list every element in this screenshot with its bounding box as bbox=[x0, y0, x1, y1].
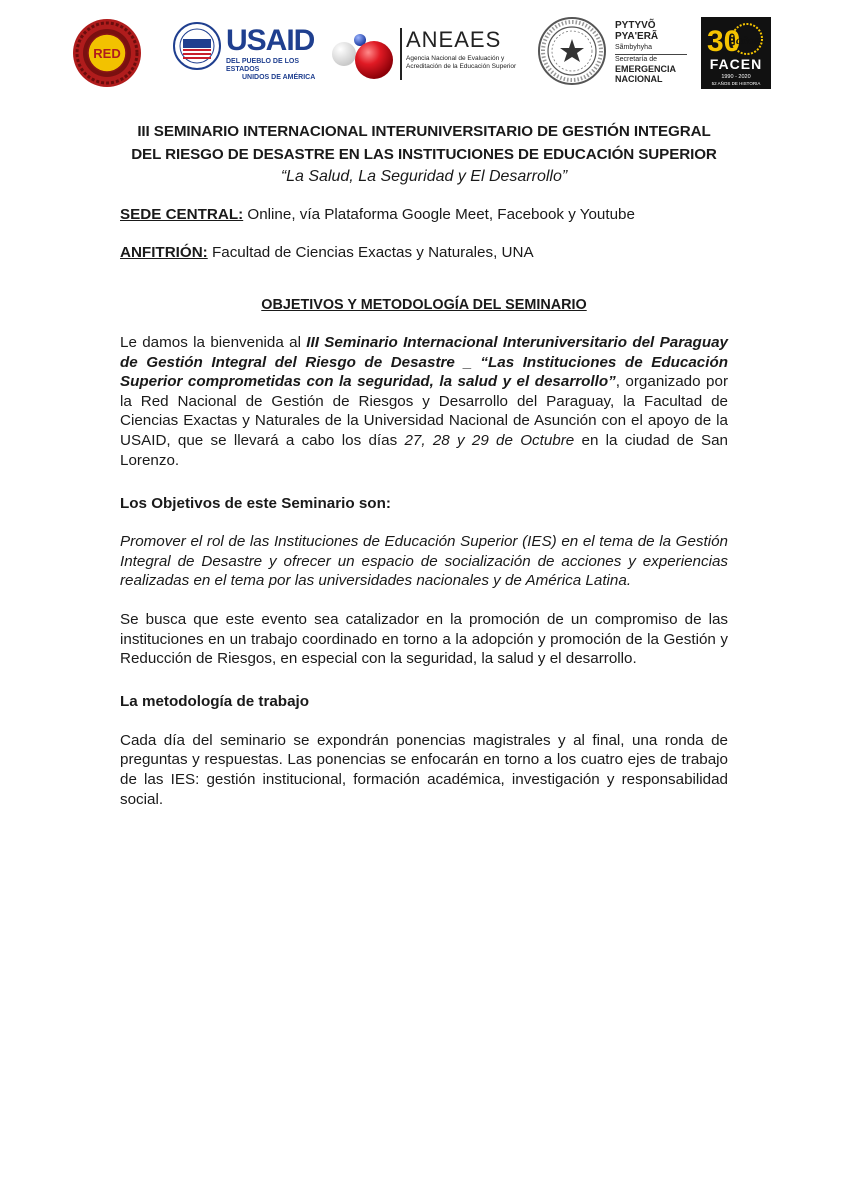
document-subtitle: “La Salud, La Seguridad y El Desarrollo” bbox=[280, 168, 568, 185]
methodology-heading: La metodología de trabajo bbox=[120, 692, 310, 710]
sede-label: SEDE CENTRAL: bbox=[120, 206, 244, 223]
sede-value: Online, vía Plataforma Google Meet, Facebook y Youtube bbox=[243, 206, 635, 223]
facen-logo bbox=[701, 17, 771, 89]
aneaes-subtitle-line2: Acreditación de la Educación Superior bbox=[406, 63, 517, 70]
objectives-heading: Los Objetivos de este Seminario son: bbox=[120, 495, 391, 513]
aneaes-divider bbox=[400, 28, 402, 80]
logo-header bbox=[0, 0, 849, 100]
welcome-part1: Le damos la bienvenida al bbox=[120, 334, 307, 351]
welcome-part5: en la ciudad de San Lorenzo. bbox=[120, 431, 728, 469]
document-title bbox=[120, 120, 728, 166]
aneaes-subtitle-line1: Agencia Nacional de Evaluación y bbox=[406, 55, 505, 62]
welcome-paragraph bbox=[120, 333, 728, 470]
sede-line bbox=[120, 205, 728, 225]
usaid-tagline-line2: UNIDOS DE AMÉRICA bbox=[242, 74, 316, 81]
facen-name: FACEN bbox=[709, 56, 763, 72]
sen-line4: Secretaría de bbox=[615, 54, 687, 64]
sen-line2: PYA'ERÃ bbox=[615, 31, 659, 42]
sen-text bbox=[615, 20, 687, 84]
facen-word: años bbox=[736, 33, 760, 47]
paraguay-seal-icon bbox=[537, 16, 607, 86]
welcome-part3: , organizado por la Red Nacional de Gestión de Riesgos y Desarrollo del Paraguay, la Facultad de Ciencias Exactas y Naturales de la Universidad Nacional de Asunción con el apoyo de la USAID, que se llevará a cabo los días bbox=[120, 373, 729, 449]
catalyst-paragraph: Se busca que este evento sea catalizador en la promoción de un compromiso de las instituciones en un trabajo coordinado en torno a la adopción y promoción de la Gestión y Reducción de Riesgos, en especial con la seguridad, la salud y el desarrollo. bbox=[120, 610, 728, 668]
anfitrion-value: Facultad de Ciencias Exactas y Naturales, UNA bbox=[207, 244, 534, 261]
methodology-paragraph: Cada día del seminario se expondrán ponencias magistrales y al final, una ronda de preguntas y respuestas. Las ponencias se enfocarán en torno a los cuatro ejes de trabajo de las IES: gestión institucional, formación académica, investigación y responsabilidad social. bbox=[120, 731, 728, 808]
anfitrion-label: ANFITRIÓN: bbox=[120, 244, 208, 261]
document-body bbox=[120, 120, 728, 809]
facen-number: 30 bbox=[707, 25, 741, 58]
aneaes-subtitle bbox=[406, 55, 516, 71]
sen-line5: EMERGENCIA bbox=[615, 64, 677, 74]
usaid-seal-icon bbox=[173, 22, 221, 70]
objectives-paragraph: Promover el rol de las Instituciones de Educación Superior (IES) en el tema de la Gestión Integral de Desastre y ofrecer un espacio de socialización de acciones y experiencias realizadas en el tema por las universidades nacionales y de América Latina. bbox=[120, 533, 728, 590]
usaid-logo bbox=[173, 22, 329, 81]
facen-years: 1990 - 2020 bbox=[721, 74, 751, 80]
title-line1: III SEMINARIO INTERNACIONAL INTERUNIVERSITARIO DE GESTIÓN INTEGRAL bbox=[137, 123, 711, 140]
red-logo-text: RED bbox=[93, 46, 121, 61]
anfitrion-line bbox=[120, 243, 728, 263]
welcome-seminar-name: III Seminario Internacional Interuniversitario del Paraguay de Gestión Integral del Riesgo de Desastre _ “Las Instituciones de Educación Superior comprometidas con la seguridad, la salud y el desarrollo” bbox=[120, 334, 728, 391]
aneaes-spheres-icon bbox=[330, 28, 398, 80]
sen-logo bbox=[537, 16, 687, 88]
aneaes-logo bbox=[330, 22, 520, 82]
facen-anniversary-icon bbox=[701, 17, 771, 89]
usaid-tagline bbox=[226, 58, 329, 82]
facen-history: 52 AÑOS DE HISTORIA bbox=[711, 81, 761, 86]
usaid-tagline-line1: DEL PUEBLO DE LOS ESTADOS bbox=[226, 58, 299, 73]
sen-line6: NACIONAL bbox=[615, 74, 663, 84]
title-line2: DEL RIESGO DE DESASTRE EN LAS INSTITUCIONES DE EDUCACIÓN SUPERIOR bbox=[131, 146, 717, 163]
aneaes-wordmark: ANEAES bbox=[406, 27, 502, 52]
welcome-dates: 27, 28 y 29 de Octubre bbox=[404, 431, 575, 449]
usaid-wordmark: USAID bbox=[226, 24, 315, 57]
section-title: OBJETIVOS Y METODOLOGÍA DEL SEMINARIO bbox=[261, 297, 587, 313]
sen-line1: PYTYVÕ bbox=[615, 20, 656, 31]
sen-line3: Sãmbyhyha bbox=[615, 44, 652, 51]
red-logo bbox=[72, 18, 142, 88]
red-logo-emblem-icon bbox=[72, 18, 142, 88]
